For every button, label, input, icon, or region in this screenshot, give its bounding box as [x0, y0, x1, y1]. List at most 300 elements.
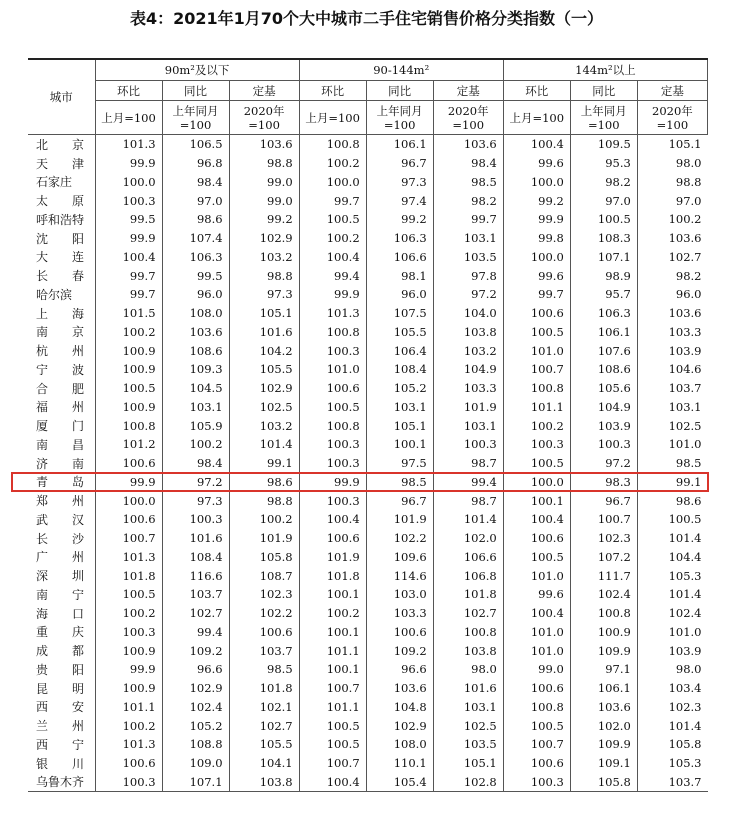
index-value: 106.6 — [366, 248, 433, 267]
index-value: 98.6 — [229, 473, 299, 492]
index-value: 99.7 — [95, 266, 162, 285]
index-value: 100.0 — [503, 173, 570, 192]
table-row — [28, 135, 708, 154]
index-value: 98.3 — [570, 473, 637, 492]
index-value: 100.6 — [503, 754, 570, 773]
table-row — [28, 679, 708, 698]
table-row — [28, 379, 708, 398]
index-value: 100.8 — [299, 416, 366, 435]
city-name: 重 庆 — [36, 625, 85, 640]
index-value: 99.4 — [299, 266, 366, 285]
index-value: 102.2 — [229, 604, 299, 623]
index-value: 102.5 — [229, 398, 299, 417]
index-value: 102.8 — [433, 773, 503, 792]
index-value: 102.9 — [366, 716, 433, 735]
index-value: 96.6 — [162, 660, 229, 679]
table-row — [28, 510, 708, 529]
base-header-2: 2020年=100 — [229, 101, 299, 135]
index-value: 97.0 — [570, 191, 637, 210]
sub-header-row — [28, 81, 708, 101]
city-name: 郑 州 — [36, 494, 85, 509]
index-value: 104.5 — [162, 379, 229, 398]
index-value: 96.8 — [162, 154, 229, 173]
index-value: 100.3 — [95, 773, 162, 792]
index-value: 103.6 — [570, 698, 637, 717]
table-row — [28, 323, 708, 342]
index-value: 100.5 — [95, 585, 162, 604]
index-value: 100.2 — [229, 510, 299, 529]
table-row — [28, 229, 708, 248]
index-value: 101.1 — [503, 398, 570, 417]
index-value: 98.5 — [229, 660, 299, 679]
index-value: 99.4 — [162, 623, 229, 642]
index-value: 109.9 — [570, 735, 637, 754]
index-value: 100.3 — [162, 510, 229, 529]
city-name: 宁 波 — [36, 362, 85, 377]
index-value: 97.3 — [162, 491, 229, 510]
index-value: 108.3 — [570, 229, 637, 248]
index-value: 109.2 — [162, 641, 229, 660]
index-value: 100.9 — [95, 341, 162, 360]
index-value: 97.4 — [366, 191, 433, 210]
index-value: 100.0 — [299, 173, 366, 192]
index-value: 98.2 — [433, 191, 503, 210]
index-value: 99.6 — [503, 154, 570, 173]
base-header-1: 上年同月=100 — [162, 101, 229, 135]
index-value: 108.4 — [366, 360, 433, 379]
index-value: 100.7 — [95, 529, 162, 548]
index-value: 108.0 — [162, 304, 229, 323]
index-value: 104.9 — [570, 398, 637, 417]
index-value: 100.3 — [570, 435, 637, 454]
index-value: 103.1 — [637, 398, 707, 417]
sub-header-1: 同比 — [162, 81, 229, 101]
index-value: 97.8 — [433, 266, 503, 285]
index-value: 103.8 — [433, 641, 503, 660]
index-value: 102.3 — [570, 529, 637, 548]
index-value: 103.1 — [433, 229, 503, 248]
table-row — [28, 173, 708, 192]
index-value: 103.1 — [433, 698, 503, 717]
index-value: 101.9 — [299, 548, 366, 567]
city-name: 长 春 — [36, 269, 85, 284]
index-value: 101.0 — [637, 623, 707, 642]
index-value: 100.8 — [503, 379, 570, 398]
index-value: 101.2 — [95, 435, 162, 454]
index-value: 105.8 — [637, 735, 707, 754]
table-row — [28, 548, 708, 567]
index-value: 105.1 — [366, 416, 433, 435]
index-value: 100.4 — [503, 135, 570, 154]
city-name: 合 肥 — [36, 381, 85, 396]
group-header-small: 90m²及以下 — [95, 59, 299, 81]
index-value: 102.7 — [637, 248, 707, 267]
index-value: 103.7 — [637, 379, 707, 398]
table-row — [28, 529, 708, 548]
index-value: 100.0 — [95, 173, 162, 192]
table-row — [28, 585, 708, 604]
index-value: 103.8 — [433, 323, 503, 342]
index-value: 109.3 — [162, 360, 229, 379]
city-name: 厦 门 — [36, 419, 85, 434]
index-value: 116.6 — [162, 566, 229, 585]
index-value: 104.4 — [637, 548, 707, 567]
index-value: 101.8 — [433, 585, 503, 604]
table-row — [28, 773, 708, 792]
index-value: 99.8 — [503, 229, 570, 248]
index-value: 102.0 — [433, 529, 503, 548]
city-name: 上 海 — [36, 306, 85, 321]
index-value: 109.9 — [570, 641, 637, 660]
index-value: 105.4 — [366, 773, 433, 792]
city-name: 北 京 — [36, 137, 85, 152]
index-value: 99.6 — [503, 266, 570, 285]
city-name: 南 昌 — [36, 437, 85, 452]
index-value: 100.6 — [95, 754, 162, 773]
table-row — [28, 698, 708, 717]
index-value: 103.7 — [229, 641, 299, 660]
index-value: 100.7 — [299, 754, 366, 773]
index-value: 101.3 — [95, 548, 162, 567]
index-value: 100.5 — [95, 379, 162, 398]
index-value: 101.4 — [637, 585, 707, 604]
sub-header-2: 定基 — [433, 81, 503, 101]
city-name: 沈 阳 — [36, 231, 85, 246]
city-name: 长 沙 — [36, 531, 85, 546]
index-value: 99.4 — [433, 473, 503, 492]
index-value: 100.2 — [95, 716, 162, 735]
index-value: 104.6 — [637, 360, 707, 379]
index-value: 100.5 — [503, 323, 570, 342]
index-value: 98.0 — [433, 660, 503, 679]
index-value: 100.5 — [570, 210, 637, 229]
group-header-large: 144m²以上 — [503, 59, 707, 81]
index-value: 109.0 — [162, 754, 229, 773]
index-value: 105.2 — [162, 716, 229, 735]
index-value: 105.1 — [637, 135, 707, 154]
sub-header-0: 环比 — [299, 81, 366, 101]
index-value: 100.5 — [503, 454, 570, 473]
table-row — [28, 735, 708, 754]
index-value: 100.5 — [299, 735, 366, 754]
index-value: 103.8 — [229, 773, 299, 792]
city-name: 贵 阳 — [36, 662, 85, 677]
city-name: 青 岛 — [36, 475, 85, 490]
index-value: 101.1 — [299, 641, 366, 660]
table-row — [28, 266, 708, 285]
index-value: 105.8 — [229, 548, 299, 567]
index-value: 100.8 — [299, 323, 366, 342]
index-value: 104.2 — [229, 341, 299, 360]
index-value: 103.1 — [162, 398, 229, 417]
city-name: 呼和浩特 — [36, 212, 85, 227]
sub-header-2: 定基 — [637, 81, 707, 101]
index-value: 100.0 — [503, 248, 570, 267]
table-row — [28, 248, 708, 267]
index-value: 101.0 — [503, 566, 570, 585]
index-value: 99.9 — [299, 285, 366, 304]
index-value: 107.2 — [570, 548, 637, 567]
index-value: 101.0 — [503, 341, 570, 360]
index-value: 98.0 — [637, 660, 707, 679]
index-value: 100.5 — [503, 716, 570, 735]
city-name: 济 南 — [36, 456, 85, 471]
table-row — [28, 360, 708, 379]
index-value: 103.6 — [229, 135, 299, 154]
index-value: 106.4 — [366, 341, 433, 360]
index-value: 101.6 — [229, 323, 299, 342]
sub-header-2: 定基 — [229, 81, 299, 101]
base-header-1: 上年同月=100 — [570, 101, 637, 135]
index-value: 102.9 — [162, 679, 229, 698]
base-header-2: 2020年=100 — [433, 101, 503, 135]
index-value: 100.2 — [299, 604, 366, 623]
city-name: 武 汉 — [36, 512, 85, 527]
index-value: 103.0 — [366, 585, 433, 604]
index-value: 99.0 — [229, 173, 299, 192]
index-value: 101.5 — [95, 304, 162, 323]
index-value: 100.8 — [95, 416, 162, 435]
index-value: 100.2 — [162, 435, 229, 454]
index-value: 114.6 — [366, 566, 433, 585]
index-value: 101.0 — [299, 360, 366, 379]
city-name: 哈尔滨 — [36, 287, 73, 302]
index-value: 100.3 — [299, 491, 366, 510]
index-value: 100.1 — [299, 660, 366, 679]
index-value: 103.2 — [229, 416, 299, 435]
city-name: 深 圳 — [36, 569, 85, 584]
index-value: 102.4 — [637, 604, 707, 623]
index-value: 100.5 — [299, 210, 366, 229]
city-name: 兰 州 — [36, 719, 85, 734]
index-value: 106.8 — [433, 566, 503, 585]
city-name: 大 连 — [36, 250, 85, 265]
index-value: 106.1 — [570, 323, 637, 342]
index-value: 100.6 — [229, 623, 299, 642]
index-value: 103.9 — [637, 341, 707, 360]
index-value: 98.8 — [229, 154, 299, 173]
city-name: 广 州 — [36, 550, 85, 565]
index-value: 100.7 — [299, 679, 366, 698]
index-value: 96.0 — [162, 285, 229, 304]
index-value: 103.4 — [637, 679, 707, 698]
index-value: 97.0 — [637, 191, 707, 210]
index-value: 106.3 — [570, 304, 637, 323]
index-value: 101.0 — [503, 641, 570, 660]
index-value: 100.2 — [299, 229, 366, 248]
index-value: 105.1 — [229, 304, 299, 323]
index-value: 102.0 — [570, 716, 637, 735]
index-value: 108.0 — [366, 735, 433, 754]
index-value: 102.4 — [570, 585, 637, 604]
index-value: 101.6 — [433, 679, 503, 698]
index-value: 103.6 — [433, 135, 503, 154]
index-value: 105.3 — [637, 566, 707, 585]
index-value: 97.3 — [366, 173, 433, 192]
index-value: 98.1 — [366, 266, 433, 285]
index-value: 97.2 — [433, 285, 503, 304]
index-value: 98.7 — [433, 491, 503, 510]
table-row — [28, 604, 708, 623]
index-value: 105.6 — [570, 379, 637, 398]
index-value: 101.1 — [95, 698, 162, 717]
index-value: 102.1 — [229, 698, 299, 717]
sub-header-0: 环比 — [503, 81, 570, 101]
index-value: 96.7 — [366, 154, 433, 173]
index-value: 105.2 — [366, 379, 433, 398]
table-row — [28, 416, 708, 435]
city-name: 福 州 — [36, 400, 85, 415]
index-value: 107.4 — [162, 229, 229, 248]
index-value: 98.0 — [637, 154, 707, 173]
index-value: 100.7 — [503, 360, 570, 379]
index-value: 101.3 — [95, 135, 162, 154]
index-value: 105.3 — [637, 754, 707, 773]
index-value: 100.3 — [503, 773, 570, 792]
index-value: 98.5 — [637, 454, 707, 473]
index-value: 100.1 — [299, 623, 366, 642]
city-name: 石家庄 — [36, 175, 73, 190]
index-value: 96.0 — [366, 285, 433, 304]
city-name: 太 原 — [36, 194, 85, 209]
index-value: 99.0 — [229, 191, 299, 210]
index-value: 105.9 — [162, 416, 229, 435]
index-value: 98.2 — [570, 173, 637, 192]
index-value: 106.5 — [162, 135, 229, 154]
index-value: 98.2 — [637, 266, 707, 285]
index-value: 107.1 — [570, 248, 637, 267]
index-value: 101.4 — [637, 716, 707, 735]
table-row — [28, 210, 708, 229]
city-name: 南 宁 — [36, 587, 85, 602]
index-value: 106.3 — [162, 248, 229, 267]
index-value: 100.4 — [95, 248, 162, 267]
city-name: 成 都 — [36, 644, 85, 659]
index-value: 100.2 — [299, 154, 366, 173]
index-value: 100.3 — [503, 435, 570, 454]
index-value: 100.2 — [95, 604, 162, 623]
index-value: 96.0 — [637, 285, 707, 304]
index-value: 99.7 — [433, 210, 503, 229]
index-value: 100.8 — [299, 135, 366, 154]
index-value: 100.6 — [95, 510, 162, 529]
index-value: 101.8 — [299, 566, 366, 585]
index-value: 102.7 — [433, 604, 503, 623]
index-value: 99.7 — [503, 285, 570, 304]
index-value: 109.2 — [366, 641, 433, 660]
index-value: 98.6 — [162, 210, 229, 229]
index-value: 103.3 — [637, 323, 707, 342]
index-value: 100.6 — [95, 454, 162, 473]
index-value: 97.2 — [162, 473, 229, 492]
index-value: 103.9 — [570, 416, 637, 435]
index-value: 101.4 — [637, 529, 707, 548]
table-row — [28, 491, 708, 510]
index-value: 99.9 — [95, 154, 162, 173]
table-body — [28, 135, 708, 792]
index-value: 100.8 — [503, 698, 570, 717]
table-row — [28, 754, 708, 773]
index-value: 108.7 — [229, 566, 299, 585]
index-value: 102.5 — [433, 716, 503, 735]
index-value: 100.4 — [299, 248, 366, 267]
index-value: 98.4 — [162, 173, 229, 192]
index-value: 104.9 — [433, 360, 503, 379]
base-header-2: 2020年=100 — [637, 101, 707, 135]
index-value: 99.9 — [95, 229, 162, 248]
index-value: 107.5 — [366, 304, 433, 323]
table-row — [28, 660, 708, 679]
index-value: 98.4 — [162, 454, 229, 473]
index-value: 105.5 — [229, 735, 299, 754]
city-name: 银 川 — [36, 756, 85, 771]
index-value: 99.9 — [95, 660, 162, 679]
table-row — [28, 623, 708, 642]
table-row — [28, 191, 708, 210]
index-value: 111.7 — [570, 566, 637, 585]
index-value: 99.2 — [366, 210, 433, 229]
index-value: 101.0 — [503, 623, 570, 642]
index-value: 106.3 — [366, 229, 433, 248]
city-name: 西 安 — [36, 700, 85, 715]
index-value: 100.2 — [95, 323, 162, 342]
index-value: 102.3 — [229, 585, 299, 604]
index-value: 103.7 — [637, 773, 707, 792]
index-value: 100.5 — [299, 398, 366, 417]
index-value: 100.3 — [95, 191, 162, 210]
index-value: 100.3 — [95, 623, 162, 642]
index-value: 103.1 — [433, 416, 503, 435]
city-name: 昆 明 — [36, 681, 85, 696]
index-value: 101.9 — [366, 510, 433, 529]
index-value: 100.9 — [95, 679, 162, 698]
index-value: 102.9 — [229, 379, 299, 398]
index-value: 100.3 — [299, 341, 366, 360]
index-value: 98.8 — [229, 491, 299, 510]
index-value: 103.7 — [162, 585, 229, 604]
city-name: 乌鲁木齐 — [28, 773, 95, 792]
index-value: 109.5 — [570, 135, 637, 154]
index-value: 97.1 — [570, 660, 637, 679]
index-value: 100.0 — [95, 491, 162, 510]
index-value: 100.9 — [95, 360, 162, 379]
index-value: 103.1 — [366, 398, 433, 417]
index-value: 99.0 — [503, 660, 570, 679]
index-value: 106.1 — [570, 679, 637, 698]
index-value: 100.9 — [95, 641, 162, 660]
index-value: 98.9 — [570, 266, 637, 285]
index-value: 109.6 — [366, 548, 433, 567]
index-value: 100.5 — [503, 548, 570, 567]
city-name: 海 口 — [36, 606, 85, 621]
city-name: 南 京 — [36, 325, 85, 340]
index-value: 108.4 — [162, 548, 229, 567]
sub-header-1: 同比 — [366, 81, 433, 101]
index-value: 100.6 — [503, 679, 570, 698]
index-value: 103.3 — [366, 604, 433, 623]
index-value: 100.3 — [299, 454, 366, 473]
index-value: 96.6 — [366, 660, 433, 679]
index-value: 99.5 — [95, 210, 162, 229]
index-value: 98.8 — [229, 266, 299, 285]
index-value: 100.8 — [433, 623, 503, 642]
index-value: 102.3 — [637, 698, 707, 717]
table-row — [28, 304, 708, 323]
index-value: 104.0 — [433, 304, 503, 323]
index-value: 105.5 — [229, 360, 299, 379]
index-value: 98.7 — [433, 454, 503, 473]
group-header-medium: 90-144m² — [299, 59, 503, 81]
